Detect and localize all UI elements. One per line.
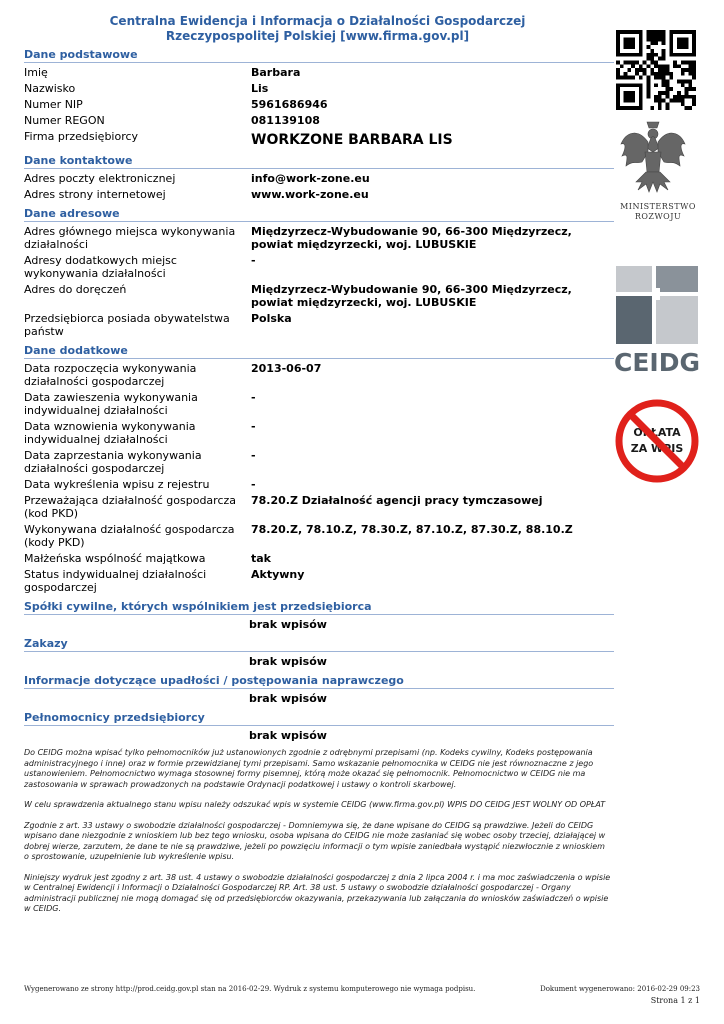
field-row (24, 568, 614, 594)
field-value: WORKZONE BARBARA LIS (251, 132, 453, 148)
ministry-line2: ROZWOJU (634, 212, 682, 221)
field-value: - (251, 449, 256, 462)
field-label: Data zawieszenia wykonywania indywidualnej działalności (24, 391, 198, 417)
field-value: Aktywny (251, 568, 305, 581)
stamp-line2: ZA WPIS (630, 442, 684, 455)
field-row (24, 130, 614, 148)
document-header (24, 14, 611, 44)
field-label: Data wykreślenia wpisu z rejestru (24, 478, 210, 491)
no-entries-text: brak wpisów (249, 618, 327, 631)
field-row (24, 420, 614, 446)
section-title: Dane podstawowe (24, 48, 614, 63)
field-row (24, 478, 614, 491)
field-value: - (251, 420, 256, 433)
ceidg-logo-icon (614, 266, 700, 344)
field-value: tak (251, 552, 271, 565)
field-label: Adres strony internetowej (24, 188, 166, 201)
field-value: 78.20.Z, 78.10.Z, 78.30.Z, 87.10.Z, 87.30.Z, 88.10.Z (251, 523, 573, 536)
field-label: Data zaprzestania wykonywania działalności gospodarczej (24, 449, 202, 475)
field-row (24, 362, 614, 388)
field-label: Przeważająca działalność gospodarcza (kod PKD) (24, 494, 237, 520)
field-value: Polska (251, 312, 292, 325)
field-label: Data wznowienia wykonywania indywidualnej działalności (24, 420, 196, 446)
field-row (24, 225, 614, 251)
stamp-line1: OPŁATA (633, 426, 681, 439)
field-row (24, 172, 614, 185)
field-value: www.work-zone.eu (251, 188, 369, 201)
section-title: Spółki cywilne, których wspólnikiem jest przedsiębiorca (24, 600, 614, 615)
field-row (24, 552, 614, 565)
no-entries-text: brak wpisów (249, 729, 327, 742)
registry-content (24, 46, 614, 746)
field-value: 2013-06-07 (251, 362, 322, 375)
field-row (24, 523, 614, 549)
field-label: Adres do doręczeń (24, 283, 127, 296)
field-value: Barbara (251, 66, 301, 79)
field-row (24, 98, 614, 111)
page-number: Strona 1 z 1 (650, 996, 700, 1005)
field-label: Data rozpoczęcia wykonywania działalności gospodarczej (24, 362, 197, 388)
field-label: Imię (24, 66, 48, 79)
field-row (24, 254, 614, 280)
legal-note: W celu sprawdzenia aktualnego stanu wpisu należy odszukać wpis w systemie CEIDG (www.firma.gov.pl) WPIS DO CEIDG JEST WOLNY OD OPŁAT (24, 800, 606, 809)
ministry-line1: MINISTERSTWO (620, 202, 696, 211)
section-title: Dane adresowe (24, 207, 614, 222)
field-row (24, 449, 614, 475)
field-value: 5961686946 (251, 98, 328, 111)
field-label: Wykonywana działalność gospodarcza (kody PKD) (24, 523, 235, 549)
legal-note: Niniejszy wydruk jest zgodny z art. 38 ust. 4 ustawy o swobodzie działalności gospodarczej z dnia 2 lipca 2004 r. i ma moc zaświadczenia o wpisie w Centralnej Ewidencji i Informacji o Działalności Gospodarczej RP. Art. 38 ust. 5 ustawy o swobodzie działalności gospodarczej - Organy administracji publicznej nie mogą domagać się od przedsiębiorców okazywania, przekazywania lub załączania do wniosków zaświadczeń o wpisie w CEIDG. (24, 872, 611, 913)
section-title: Pełnomocnicy przedsiębiorcy (24, 711, 614, 726)
field-value: Międzyrzecz-Wybudowanie 90, 66-300 Międzyrzecz, powiat międzyrzecki, woj. LUBUSKIE (251, 283, 572, 309)
field-label: Adres poczty elektronicznej (24, 172, 176, 185)
field-row (24, 188, 614, 201)
qr-code-icon (614, 30, 698, 110)
legal-note: Do CEIDG można wpisać tylko pełnomocników już ustanowionych zgodnie z odrębnymi przepisami (np. Kodeks cywilny, Kodeks postępowania administracyjnego i inne) oraz w formie przewidzianej tymi przepisami. Samo wskazanie pełnomocnika w CEIDG nie jest równoznaczne z jego ustanowieniem. Pełnomocnictwo wymaga stosownej formy pisemnej, którą może okazać się pełnomocnik. Pełnomocnictwo w CEIDG nie ma zastosowania w sprawach prowadzonych na podstawie Ordynacji podatkowej i ustawy o kontroli skarbowej. (24, 748, 594, 789)
field-row (24, 283, 614, 309)
field-label: Status indywidualnej działalności gospodarczej (24, 568, 207, 594)
field-label: Firma przedsiębiorcy (24, 130, 139, 143)
no-entries-text: brak wpisów (249, 655, 327, 668)
field-label: Przedsiębiorca posiada obywatelstwa państw (24, 312, 230, 338)
field-row (24, 114, 614, 127)
field-row (24, 494, 614, 520)
header-line2: Rzeczypospolitej Polskiej [www.firma.gov.pl] (165, 29, 470, 43)
section-title: Dane kontaktowe (24, 154, 614, 169)
no-fee-stamp (614, 398, 700, 484)
field-value: info@work-zone.eu (251, 172, 370, 185)
field-row (24, 312, 614, 338)
field-row (24, 82, 614, 95)
no-entries-text: brak wpisów (249, 692, 327, 705)
field-value: 081139108 (251, 114, 320, 127)
header-line1: Centralna Ewidencja i Informacja o Działalności Gospodarczej (109, 14, 526, 28)
eagle-emblem-icon (618, 118, 688, 196)
field-label: Nazwisko (24, 82, 76, 95)
field-label: Numer NIP (24, 98, 83, 111)
field-value: 78.20.Z Działalność agencji pracy tymczasowej (251, 494, 543, 507)
section-title: Zakazy (24, 637, 614, 652)
field-value: - (251, 391, 256, 404)
ministry-name (608, 202, 708, 222)
field-row (24, 66, 614, 79)
field-value: Międzyrzecz-Wybudowanie 90, 66-300 Międzyrzecz, powiat międzyrzecki, woj. LUBUSKIE (251, 225, 572, 251)
field-value: - (251, 478, 256, 491)
field-label: Numer REGON (24, 114, 105, 127)
field-value: - (251, 254, 256, 267)
ceidg-logo-text: CEIDG (614, 348, 700, 377)
field-row (24, 391, 614, 417)
section-title: Informacje dotyczące upadłości / postępowania naprawczego (24, 674, 614, 689)
field-label: Małżeńska wspólność majątkowa (24, 552, 206, 565)
footer-generated-date: Dokument wygenerowano: 2016-02-29 09:23 (540, 985, 700, 993)
footer-generated-note: Wygenerowano ze strony http://prod.ceidg.gov.pl stan na 2016-02-29. Wydruk z systemu komputerowego nie wymaga podpisu. (24, 985, 476, 993)
legal-note: Zgodnie z art. 33 ustawy o swobodzie działalności gospodarczej - Domniemywa się, że dane wpisane do CEIDG są prawdziwe. Jeżeli do CEIDG wpisano dane niezgodnie z wnioskiem lub bez tego wniosku, osoba wpisana do CEIDG nie może zasłaniać się wobec osoby trzeciej, działającej w dobrej wierze, zarzutem, że dane te nie są prawdziwe, jeżeli po powzięciu informacji o tym wpisie zaniedbała wystąpić niezwłocznie z wnioskiem o sprostowanie, uzupełnienie lub wykreślenie wpisu. (24, 820, 606, 861)
field-value: Lis (251, 82, 269, 95)
field-label: Adresy dodatkowych miejsc wykonywania działalności (24, 254, 177, 280)
legal-notes (24, 748, 612, 925)
section-title: Dane dodatkowe (24, 344, 614, 359)
field-label: Adres głównego miejsca wykonywania działalności (24, 225, 236, 251)
